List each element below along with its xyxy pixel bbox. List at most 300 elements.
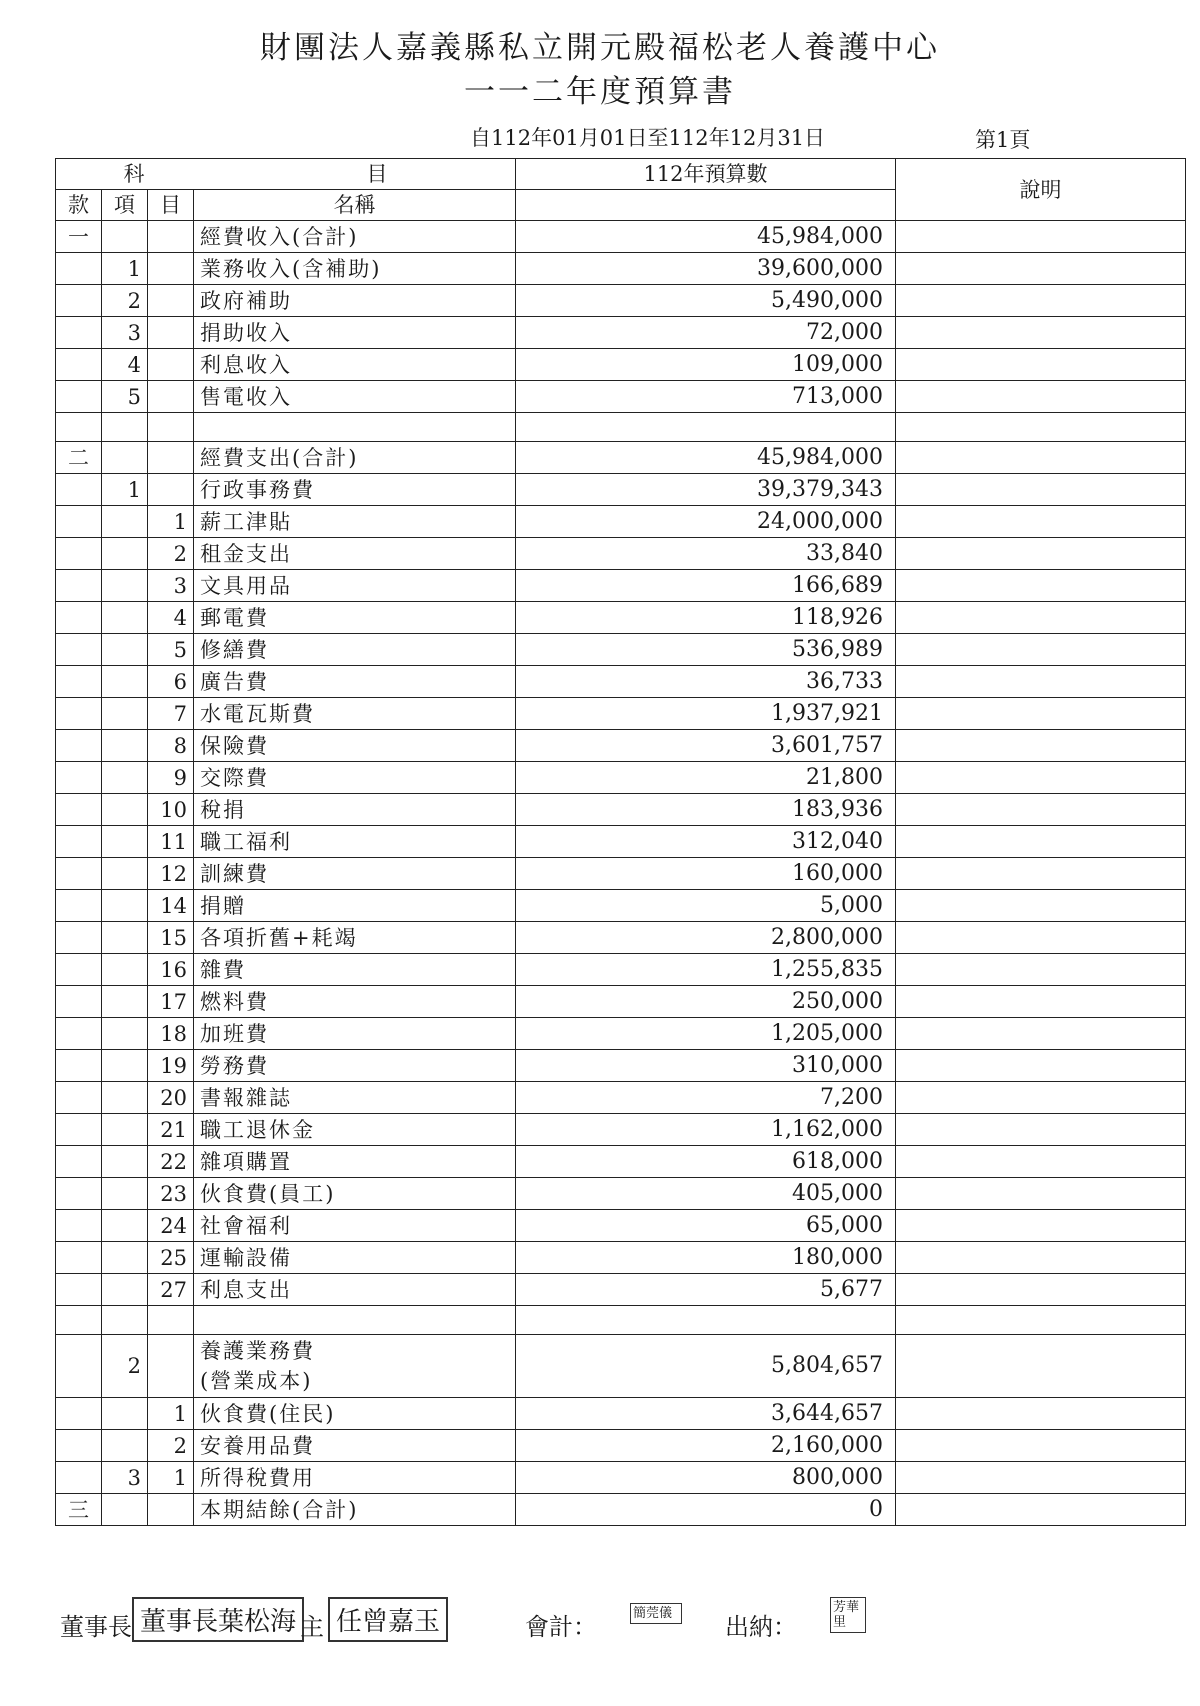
mu-cell: 5 [148, 634, 194, 666]
cashier-label: 出納： [725, 1613, 797, 1641]
kuan-cell: 一 [56, 221, 102, 253]
kuan-header: 款 [56, 190, 102, 221]
item-name-cell: 稅捐 [194, 794, 516, 826]
item-name-line: (營業成本) [200, 1369, 313, 1393]
note-cell [896, 538, 1186, 570]
note-cell [896, 1178, 1186, 1210]
table-row [56, 1146, 1186, 1178]
kuan-cell [56, 1462, 102, 1494]
item-name-cell [194, 413, 516, 442]
item-name-cell: 職工福利 [194, 826, 516, 858]
xiang-cell [102, 602, 148, 634]
note-cell [896, 285, 1186, 317]
note-cell [896, 1430, 1186, 1462]
kuan-cell [56, 922, 102, 954]
amount-cell: 5,804,657 [516, 1335, 896, 1398]
note-cell [896, 1050, 1186, 1082]
note-cell [896, 826, 1186, 858]
item-name-cell: 售電收入 [194, 381, 516, 413]
note-cell [896, 349, 1186, 381]
note-cell [896, 986, 1186, 1018]
accountant-label: 會計： [525, 1613, 597, 1641]
amount-cell: 45,984,000 [516, 221, 896, 253]
item-name-cell: 業務收入(含補助) [194, 253, 516, 285]
table-row [56, 285, 1186, 317]
amount-cell: 72,000 [516, 317, 896, 349]
amount-cell: 183,936 [516, 794, 896, 826]
table-row [56, 1242, 1186, 1274]
page-number: 第1頁 [975, 128, 1031, 152]
item-name-cell: 社會福利 [194, 1210, 516, 1242]
kuan-cell [56, 1050, 102, 1082]
item-name-cell: 經費支出(合計) [194, 442, 516, 474]
xiang-cell: 4 [102, 349, 148, 381]
table-row [56, 413, 1186, 442]
xiang-cell [102, 1306, 148, 1335]
kuan-cell: 二 [56, 442, 102, 474]
xiang-cell [102, 826, 148, 858]
item-name-cell: 保險費 [194, 730, 516, 762]
xiang-cell [102, 538, 148, 570]
xiang-header: 項 [102, 190, 148, 221]
mu-cell: 17 [148, 986, 194, 1018]
amount-cell: 310,000 [516, 1050, 896, 1082]
amount-cell: 5,490,000 [516, 285, 896, 317]
mu-cell: 24 [148, 1210, 194, 1242]
note-cell [896, 890, 1186, 922]
mu-cell [148, 413, 194, 442]
amount-cell: 1,937,921 [516, 698, 896, 730]
amount-cell: 1,205,000 [516, 1018, 896, 1050]
kuan-cell [56, 986, 102, 1018]
xiang-cell: 1 [102, 253, 148, 285]
mu-cell: 20 [148, 1082, 194, 1114]
budget-rows [56, 221, 1186, 1526]
xiang-cell [102, 1430, 148, 1462]
kuan-cell [56, 506, 102, 538]
mu-cell: 12 [148, 858, 194, 890]
xiang-cell [102, 1242, 148, 1274]
item-name-cell: 各項折舊+耗竭 [194, 922, 516, 954]
xiang-cell [102, 1210, 148, 1242]
director-stamp: 任曾嘉玉 [328, 1597, 448, 1642]
table-row [56, 986, 1186, 1018]
kuan-cell [56, 890, 102, 922]
table-row [56, 634, 1186, 666]
note-cell [896, 381, 1186, 413]
note-cell [896, 602, 1186, 634]
kuan-cell: 三 [56, 1494, 102, 1526]
amount-cell: 800,000 [516, 1462, 896, 1494]
note-cell [896, 317, 1186, 349]
item-name-cell [194, 1306, 516, 1335]
kuan-cell [56, 1178, 102, 1210]
kuan-cell [56, 666, 102, 698]
table-row [56, 1018, 1186, 1050]
xiang-cell [102, 890, 148, 922]
table-row [56, 474, 1186, 506]
amount-cell: 405,000 [516, 1178, 896, 1210]
kuan-cell [56, 858, 102, 890]
table-row [56, 253, 1186, 285]
mu-cell: 6 [148, 666, 194, 698]
amount-cell: 536,989 [516, 634, 896, 666]
amount-cell [516, 1306, 896, 1335]
xiang-cell [102, 698, 148, 730]
table-row [56, 1398, 1186, 1430]
name-header: 名稱 [194, 190, 516, 221]
item-name-cell: 訓練費 [194, 858, 516, 890]
signature-area [60, 1595, 1160, 1655]
period-range: 自112年01月01日至112年12月31日 [470, 126, 826, 150]
item-name-cell: 捐助收入 [194, 317, 516, 349]
xiang-cell [102, 762, 148, 794]
item-name-cell: 雜項購置 [194, 1146, 516, 1178]
amount-cell [516, 413, 896, 442]
table-row [56, 858, 1186, 890]
note-cell [896, 730, 1186, 762]
kuan-cell [56, 413, 102, 442]
amount-cell: 160,000 [516, 858, 896, 890]
document-title: 一一二年度預算書 [464, 74, 736, 110]
table-row [56, 1210, 1186, 1242]
kuan-cell [56, 570, 102, 602]
amount-cell: 2,160,000 [516, 1430, 896, 1462]
mu-cell: 21 [148, 1114, 194, 1146]
item-name-cell: 加班費 [194, 1018, 516, 1050]
table-row [56, 1335, 1186, 1398]
item-name-line: 養護業務費 [200, 1339, 315, 1363]
xiang-cell: 5 [102, 381, 148, 413]
item-name-cell: 文具用品 [194, 570, 516, 602]
chairman-label: 董事長 [60, 1613, 132, 1641]
item-name-cell: 本期結餘(合計) [194, 1494, 516, 1526]
amount-cell: 180,000 [516, 1242, 896, 1274]
note-cell [896, 221, 1186, 253]
item-name-cell: 行政事務費 [194, 474, 516, 506]
xiang-cell [102, 1398, 148, 1430]
item-name-cell: 租金支出 [194, 538, 516, 570]
xiang-cell [102, 794, 148, 826]
note-cell [896, 794, 1186, 826]
item-name-cell: 雜費 [194, 954, 516, 986]
amount-cell: 250,000 [516, 986, 896, 1018]
xiang-cell [102, 1018, 148, 1050]
amount-cell: 3,601,757 [516, 730, 896, 762]
kuan-cell [56, 794, 102, 826]
accountant-stamp: 簡莞儀 [630, 1603, 682, 1624]
note-cell [896, 1462, 1186, 1494]
xiang-cell [102, 506, 148, 538]
mu-cell: 4 [148, 602, 194, 634]
kuan-cell [56, 349, 102, 381]
table-row [56, 349, 1186, 381]
xiang-cell [102, 858, 148, 890]
xiang-cell [102, 221, 148, 253]
xiang-cell [102, 922, 148, 954]
item-name-cell: 交際費 [194, 762, 516, 794]
table-row [56, 954, 1186, 986]
table-row [56, 1306, 1186, 1335]
amount-cell: 65,000 [516, 1210, 896, 1242]
mu-cell: 1 [148, 1398, 194, 1430]
item-name-cell: 利息收入 [194, 349, 516, 381]
note-cell [896, 1242, 1186, 1274]
xiang-cell [102, 1050, 148, 1082]
mu-cell: 1 [148, 506, 194, 538]
mu-cell [148, 317, 194, 349]
amount-cell: 166,689 [516, 570, 896, 602]
kuan-cell [56, 1146, 102, 1178]
item-name-cell: 書報雜誌 [194, 1082, 516, 1114]
note-cell [896, 1114, 1186, 1146]
table-row [56, 890, 1186, 922]
kuan-cell [56, 474, 102, 506]
table-row [56, 1274, 1186, 1306]
xiang-cell [102, 1494, 148, 1526]
amount-cell: 36,733 [516, 666, 896, 698]
mu-cell: 15 [148, 922, 194, 954]
item-name-cell: 利息支出 [194, 1274, 516, 1306]
item-name-cell: 經費收入(合計) [194, 221, 516, 253]
mu-cell [148, 1335, 194, 1398]
kuan-cell [56, 826, 102, 858]
xiang-cell [102, 1146, 148, 1178]
mu-cell: 2 [148, 538, 194, 570]
note-cell [896, 506, 1186, 538]
mu-cell [148, 474, 194, 506]
kuan-cell [56, 954, 102, 986]
kuan-cell [56, 1306, 102, 1335]
mu-cell: 3 [148, 570, 194, 602]
note-cell [896, 954, 1186, 986]
amount-cell: 33,840 [516, 538, 896, 570]
amount-cell: 5,677 [516, 1274, 896, 1306]
amount-cell: 3,644,657 [516, 1398, 896, 1430]
mu-header: 目 [148, 190, 194, 221]
xiang-cell: 3 [102, 1462, 148, 1494]
amount-cell: 39,379,343 [516, 474, 896, 506]
xiang-cell [102, 730, 148, 762]
item-name-cell: 修繕費 [194, 634, 516, 666]
note-cell [896, 1274, 1186, 1306]
kuan-cell [56, 698, 102, 730]
xiang-cell [102, 413, 148, 442]
amount-cell: 109,000 [516, 349, 896, 381]
note-cell [896, 698, 1186, 730]
amount-cell: 713,000 [516, 381, 896, 413]
budget-table [55, 158, 1186, 1526]
kuan-cell [56, 538, 102, 570]
mu-cell: 16 [148, 954, 194, 986]
xiang-cell [102, 1178, 148, 1210]
kuan-cell [56, 1210, 102, 1242]
item-name-cell: 捐贈 [194, 890, 516, 922]
note-cell [896, 634, 1186, 666]
xiang-cell: 1 [102, 474, 148, 506]
note-cell [896, 253, 1186, 285]
amount-cell: 2,800,000 [516, 922, 896, 954]
mu-cell [148, 221, 194, 253]
note-cell [896, 413, 1186, 442]
amount-cell: 45,984,000 [516, 442, 896, 474]
mu-cell: 8 [148, 730, 194, 762]
kuan-cell [56, 253, 102, 285]
note-cell [896, 1335, 1186, 1398]
kuan-cell [56, 762, 102, 794]
mu-cell: 27 [148, 1274, 194, 1306]
kuan-cell [56, 1242, 102, 1274]
mu-cell [148, 442, 194, 474]
xiang-cell [102, 954, 148, 986]
amount-cell: 21,800 [516, 762, 896, 794]
mu-cell: 25 [148, 1242, 194, 1274]
amount-cell: 118,926 [516, 602, 896, 634]
amount-cell: 39,600,000 [516, 253, 896, 285]
note-cell [896, 762, 1186, 794]
xiang-cell [102, 1274, 148, 1306]
table-row [56, 1430, 1186, 1462]
item-name-cell: 職工退休金 [194, 1114, 516, 1146]
amount-cell: 618,000 [516, 1146, 896, 1178]
item-name-cell: 伙食費(員工) [194, 1178, 516, 1210]
item-name-cell [194, 1335, 516, 1398]
item-name-cell: 水電瓦斯費 [194, 698, 516, 730]
table-row [56, 826, 1186, 858]
kuan-cell [56, 285, 102, 317]
item-name-cell: 薪工津貼 [194, 506, 516, 538]
table-row [56, 221, 1186, 253]
xiang-cell [102, 570, 148, 602]
note-cell [896, 1146, 1186, 1178]
amount-cell: 312,040 [516, 826, 896, 858]
table-row [56, 1114, 1186, 1146]
note-cell [896, 1018, 1186, 1050]
table-row [56, 922, 1186, 954]
kuan-cell [56, 317, 102, 349]
xiang-cell [102, 1082, 148, 1114]
note-cell [896, 1494, 1186, 1526]
mu-cell: 10 [148, 794, 194, 826]
item-name-cell: 郵電費 [194, 602, 516, 634]
xiang-cell [102, 634, 148, 666]
kuan-cell [56, 602, 102, 634]
table-row [56, 794, 1186, 826]
kuan-cell [56, 1398, 102, 1430]
table-row [56, 666, 1186, 698]
budget-header: 112年預算數 [516, 159, 896, 190]
table-row [56, 762, 1186, 794]
item-name-cell: 運輸設備 [194, 1242, 516, 1274]
xiang-cell [102, 1114, 148, 1146]
amount-cell: 1,255,835 [516, 954, 896, 986]
item-name-cell: 政府補助 [194, 285, 516, 317]
kuan-cell [56, 1274, 102, 1306]
table-row [56, 730, 1186, 762]
note-cell [896, 922, 1186, 954]
xiang-cell [102, 666, 148, 698]
kuan-cell [56, 730, 102, 762]
note-cell [896, 1210, 1186, 1242]
subject-header: 科 目 [56, 159, 516, 190]
table-row [56, 1462, 1186, 1494]
item-name-cell: 廣告費 [194, 666, 516, 698]
note-header: 說明 [896, 159, 1186, 221]
mu-cell [148, 253, 194, 285]
mu-cell: 11 [148, 826, 194, 858]
mu-cell: 14 [148, 890, 194, 922]
table-row [56, 1494, 1186, 1526]
table-row [56, 698, 1186, 730]
note-cell [896, 474, 1186, 506]
table-row [56, 442, 1186, 474]
xiang-cell [102, 986, 148, 1018]
mu-cell [148, 1494, 194, 1526]
mu-cell: 1 [148, 1462, 194, 1494]
table-row [56, 317, 1186, 349]
note-cell [896, 570, 1186, 602]
mu-cell [148, 1306, 194, 1335]
org-title: 財團法人嘉義縣私立開元殿福松老人養護中心 [260, 30, 940, 66]
mu-cell: 9 [148, 762, 194, 794]
table-row [56, 381, 1186, 413]
mu-cell: 7 [148, 698, 194, 730]
item-name-cell: 安養用品費 [194, 1430, 516, 1462]
kuan-cell [56, 1082, 102, 1114]
cashier-stamp: 芳華里 [830, 1597, 866, 1633]
mu-cell: 19 [148, 1050, 194, 1082]
note-cell [896, 1398, 1186, 1430]
xiang-cell: 2 [102, 1335, 148, 1398]
note-cell [896, 442, 1186, 474]
mu-cell [148, 381, 194, 413]
director-label: 主 [300, 1613, 324, 1641]
mu-cell: 2 [148, 1430, 194, 1462]
budget-subheader [516, 190, 896, 221]
item-name-cell: 所得稅費用 [194, 1462, 516, 1494]
xiang-cell: 3 [102, 317, 148, 349]
table-row [56, 602, 1186, 634]
table-row [56, 1082, 1186, 1114]
kuan-cell [56, 634, 102, 666]
item-name-cell: 勞務費 [194, 1050, 516, 1082]
xiang-cell: 2 [102, 285, 148, 317]
item-name-cell: 燃料費 [194, 986, 516, 1018]
kuan-cell [56, 1335, 102, 1398]
note-cell [896, 1082, 1186, 1114]
table-row [56, 1178, 1186, 1210]
table-row [56, 538, 1186, 570]
mu-cell [148, 349, 194, 381]
mu-cell: 23 [148, 1178, 194, 1210]
item-name-cell: 伙食費(住民) [194, 1398, 516, 1430]
note-cell [896, 1306, 1186, 1335]
kuan-cell [56, 381, 102, 413]
table-row [56, 506, 1186, 538]
note-cell [896, 666, 1186, 698]
xiang-cell [102, 442, 148, 474]
mu-cell [148, 285, 194, 317]
amount-cell: 7,200 [516, 1082, 896, 1114]
table-row [56, 570, 1186, 602]
amount-cell: 0 [516, 1494, 896, 1526]
amount-cell: 5,000 [516, 890, 896, 922]
kuan-cell [56, 1430, 102, 1462]
kuan-cell [56, 1114, 102, 1146]
kuan-cell [56, 1018, 102, 1050]
mu-cell: 18 [148, 1018, 194, 1050]
note-cell [896, 858, 1186, 890]
